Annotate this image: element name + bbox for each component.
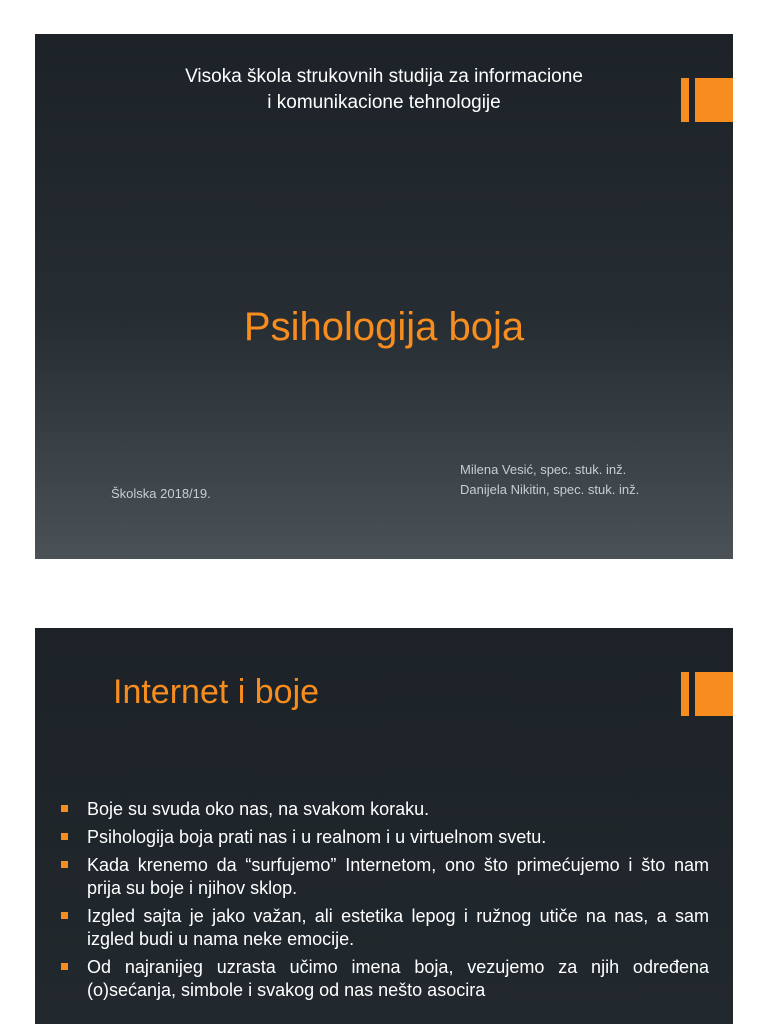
institution-line-2: i komunikacione tehnologije [267,92,501,113]
bullet-list [61,798,709,1007]
authors [460,460,639,500]
list-item: Izgled sajta je jako važan, ali estetika lepog i ružnog utiče na nas, a sam izgled budi u nama neke emocije. [61,905,709,951]
school-year: Školska 2018/19. [111,486,211,501]
institution-name [35,64,733,116]
author-2: Danijela Nikitin, spec. stuk. inž. [460,482,640,497]
accent-thick-block [695,78,733,122]
square-bullet-icon [61,912,68,919]
slide-title: Internet i boje [113,673,320,711]
content-slide [35,628,733,1024]
institution-line-1: Visoka škola strukovnih studija za informacione [185,66,583,87]
accent-thick-block [695,672,733,716]
accent-thin-stripe [681,78,689,122]
accent-thin-stripe [681,672,689,716]
presentation-title: Psihologija boja [243,305,525,349]
list-item: Boje su svuda oko nas, na svakom koraku. [61,798,709,821]
square-bullet-icon [61,833,68,840]
list-item: Psihologija boja prati nas i u realnom i u virtuelnom svetu. [61,826,709,849]
orange-accent-bar [681,672,733,716]
list-item: Od najranijeg uzrasta učimo imena boja, vezujemo za njih određena (o)sećanja, simbole i svakog od nas nešto asocira [61,956,709,1002]
orange-accent-bar [681,78,733,122]
square-bullet-icon [61,861,68,868]
square-bullet-icon [61,805,68,812]
square-bullet-icon [61,963,68,970]
author-1: Milena Vesić, spec. stuk. inž. [460,462,627,477]
list-item: Kada krenemo da “surfujemo” Internetom, ono što primećujemo i što nam prija su boje i njihov sklop. [61,854,709,900]
title-slide [35,34,733,559]
